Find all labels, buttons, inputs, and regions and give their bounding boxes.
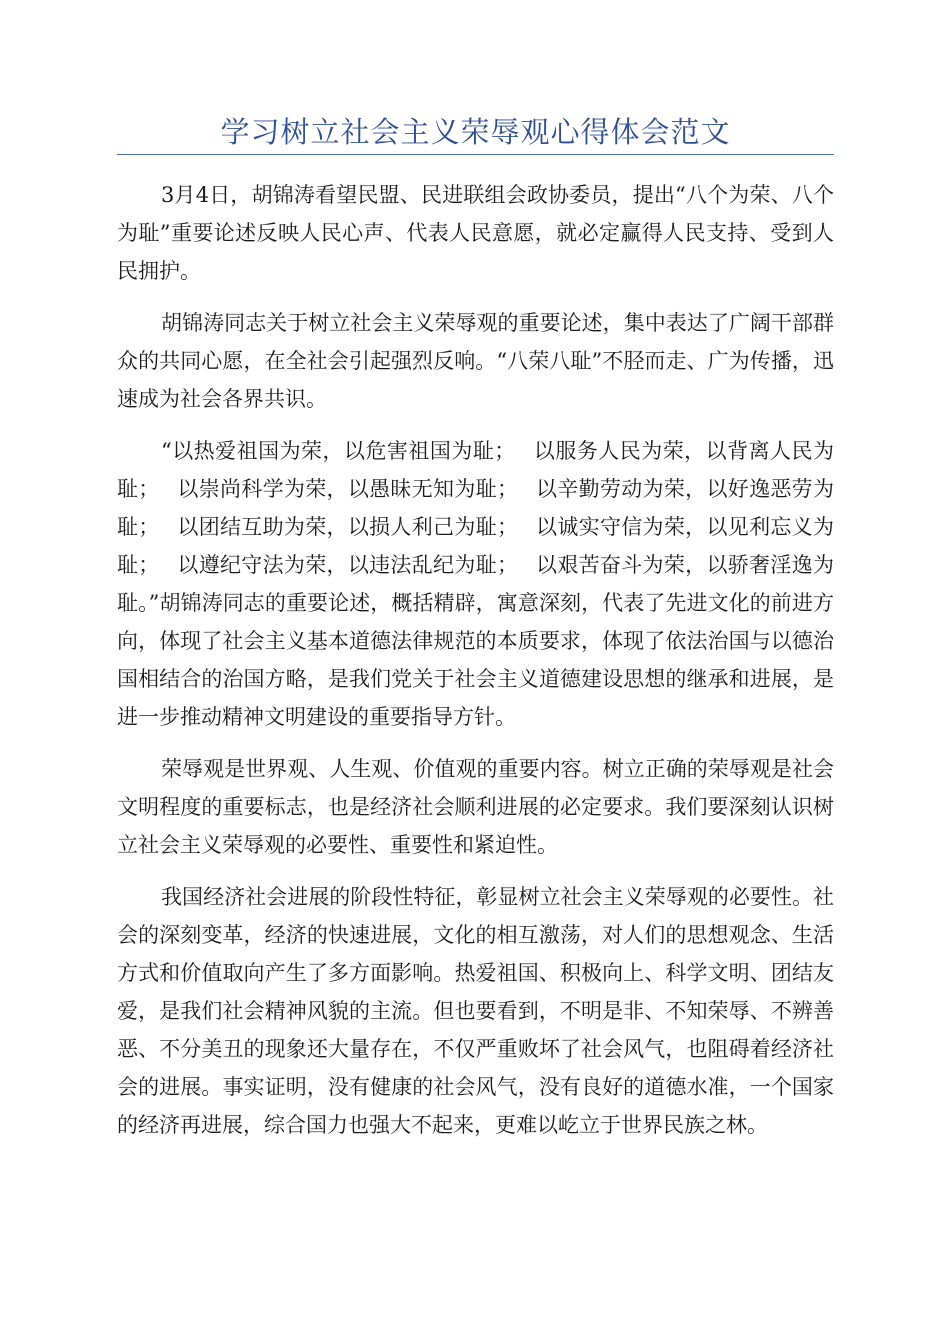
paragraph-5: 我国经济社会进展的阶段性特征，彰显树立社会主义荣辱观的必要性。社会的深刻变革，经济的快速进展，文化的相互激荡，对人们的思想观念、生活方式和价值取向产生了多方面影响。热爱祖国、积极向上、科学文明、团结友爱，是我们社会精神风貌的主流。但也要看到，不明是非、不知荣辱、不辨善恶、不分美丑的现象还大量存在，不仅严重败坏了社会风气，也阻碍着经济社会的进展。事实证明，没有健康的社会风气，没有良好的道德水准，一个国家的经济再进展，综合国力也强大不起来，更难以屹立于世界民族之林。 [117, 885, 834, 1137]
paragraph-2: 胡锦涛同志关于树立社会主义荣辱观的重要论述，集中表达了广阔干部群众的共同心愿，在全社会引起强烈反响。“八荣八耻”不胫而走、广为传播，迅速成为社会各界共识。 [117, 311, 834, 411]
paragraph-4: 荣辱观是世界观、人生观、价值观的重要内容。树立正确的荣辱观是社会文明程度的重要标志，也是经济社会顺利进展的必定要求。我们要深刻认识树立社会主义荣辱观的必要性、重要性和紧迫性。 [117, 757, 834, 857]
paragraph-3: “以热爱祖国为荣，以危害祖国为耻； 以服务人民为荣，以背离人民为耻； 以崇尚科学为荣，以愚昧无知为耻； 以辛勤劳动为荣，以好逸恶劳为耻； 以团结互助为荣，以损人利己为耻； 以诚实守信为荣，以见利忘义为耻； 以遵纪守法为荣，以违法乱纪为耻； 以艰苦奋斗为荣，以骄奢淫逸为耻。”胡锦涛同志的重要论述，概括精辟，寓意深刻，代表了先进文化的前进方向，体现了社会主义基本道德法律规范的本质要求，体现了依法治国与以德治国相结合的治国方略，是我们党关于社会主义道德建设思想的继承和进展，是进一步推动精神文明建设的重要指导方针。 [117, 439, 834, 729]
title-underline [117, 154, 834, 155]
document-title: 学习树立社会主义荣辱观心得体会范文 [220, 115, 731, 149]
document-body [117, 176, 834, 1158]
paragraph-1: 3月4日，胡锦涛看望民盟、民进联组会政协委员，提出“八个为荣、八个为耻”重要论述反映人民心声、代表人民意愿，就必定赢得人民支持、受到人民拥护。 [117, 183, 834, 283]
